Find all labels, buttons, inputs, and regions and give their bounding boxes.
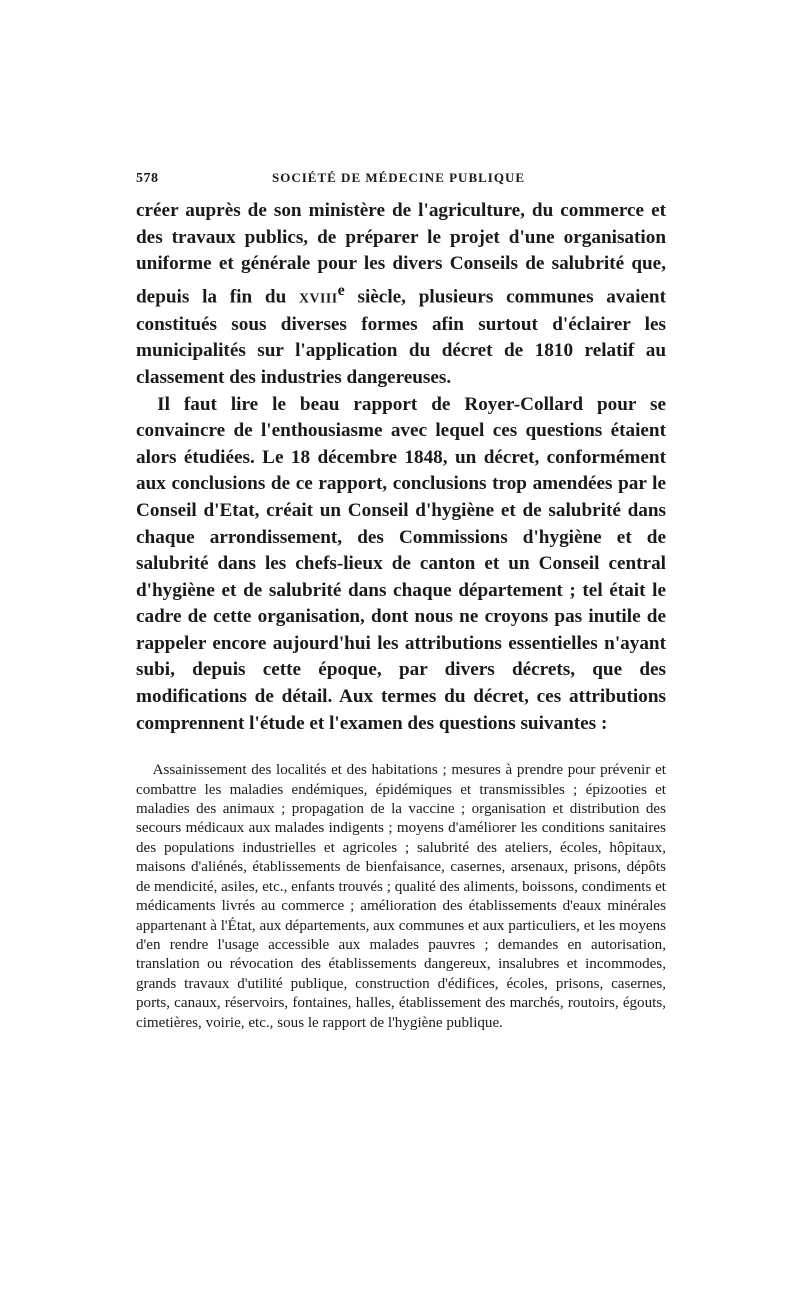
century-numeral: XVIII — [299, 290, 338, 306]
running-head — [136, 170, 666, 194]
paragraph-1 — [136, 198, 666, 392]
century-superscript: e — [337, 281, 345, 299]
running-title: SOCIÉTÉ DE MÉDECINE PUBLIQUE — [272, 170, 526, 185]
paragraph-2: Il faut lire le beau rapport de Royer-Collard pour se convaincre de l'enthousiasme avec lequel ces questions étaient alors étudiées. Le 18 décembre 1848, un décret, conformément aux conclusions de ce rapport, conclusions trop amendées par le Conseil d'Etat, créait un Conseil d'hygiène et de salubrité dans chaque arrondissement, des Commissions d'hygiène et de salubrité dans les chefs-lieux de canton et un Conseil central d'hygiène et de salubrité dans chaque département ; tel était le cadre de cette organisation, dont nous ne croyons pas inutile de rappeler encore aujourd'hui les attributions essentielles n'ayant subi, depuis cette époque, par divers décrets, que des modifications de détail. Aux termes du décret, ces attributions comprennent l'étude et l'examen des questions suivantes : — [136, 393, 666, 734]
page-number: 578 — [136, 171, 159, 186]
book-page — [136, 170, 666, 1048]
decree-attributions-quote: Assainissement des localités et des habitations ; mesures à prendre pour prévenir et combattre les maladies endémiques, épidémiques et transmissibles ; épizooties et maladies des animaux ; propagation de la vaccine ; organisation et distribution des secours médicaux aux malades indigents ; moyens d'améliorer les conditions sanitaires des populations industrielles et agricoles ; salubrité des ateliers, écoles, hôpitaux, maisons d'aliénés, établissements de bienfaisance, casernes, arsenaux, prisons, dépôts de mendicité, asiles, etc., enfants trouvés ; qualité des aliments, boissons, condiments et médicaments livrés au commerce ; amélioration des établissements d'eaux minérales appartenant à l'État, aux départements, aux communes et aux particuliers, et les moyens d'en rendre l'usage accessible aux malades pauvres ; demandes en autorisation, translation ou révocation des établissements dangereux, insalubres et incommodes, grands travaux d'utilité publique, construction d'édifices, écoles, prisons, casernes, ports, canaux, réservoirs, fontaines, halles, établissement des marchés, routoirs, égouts, cimetières, voirie, etc., sous le rapport de l'hygiène publique. — [136, 762, 666, 1031]
paragraph-1-part-b: siècle, plusieurs communes avaient constitués sous diverses formes afin surtout d'éclairer les municipalités sur l'application du décret de 1810 relatif au classement des industries dangereuses. — [136, 286, 666, 388]
paragraph-1-part-a: créer auprès de son ministère de l'agriculture, du commerce et des travaux publics, de préparer le projet d'une organisation uniforme et générale pour les divers Conseils de salubrité que, depuis la fin du — [136, 200, 666, 308]
